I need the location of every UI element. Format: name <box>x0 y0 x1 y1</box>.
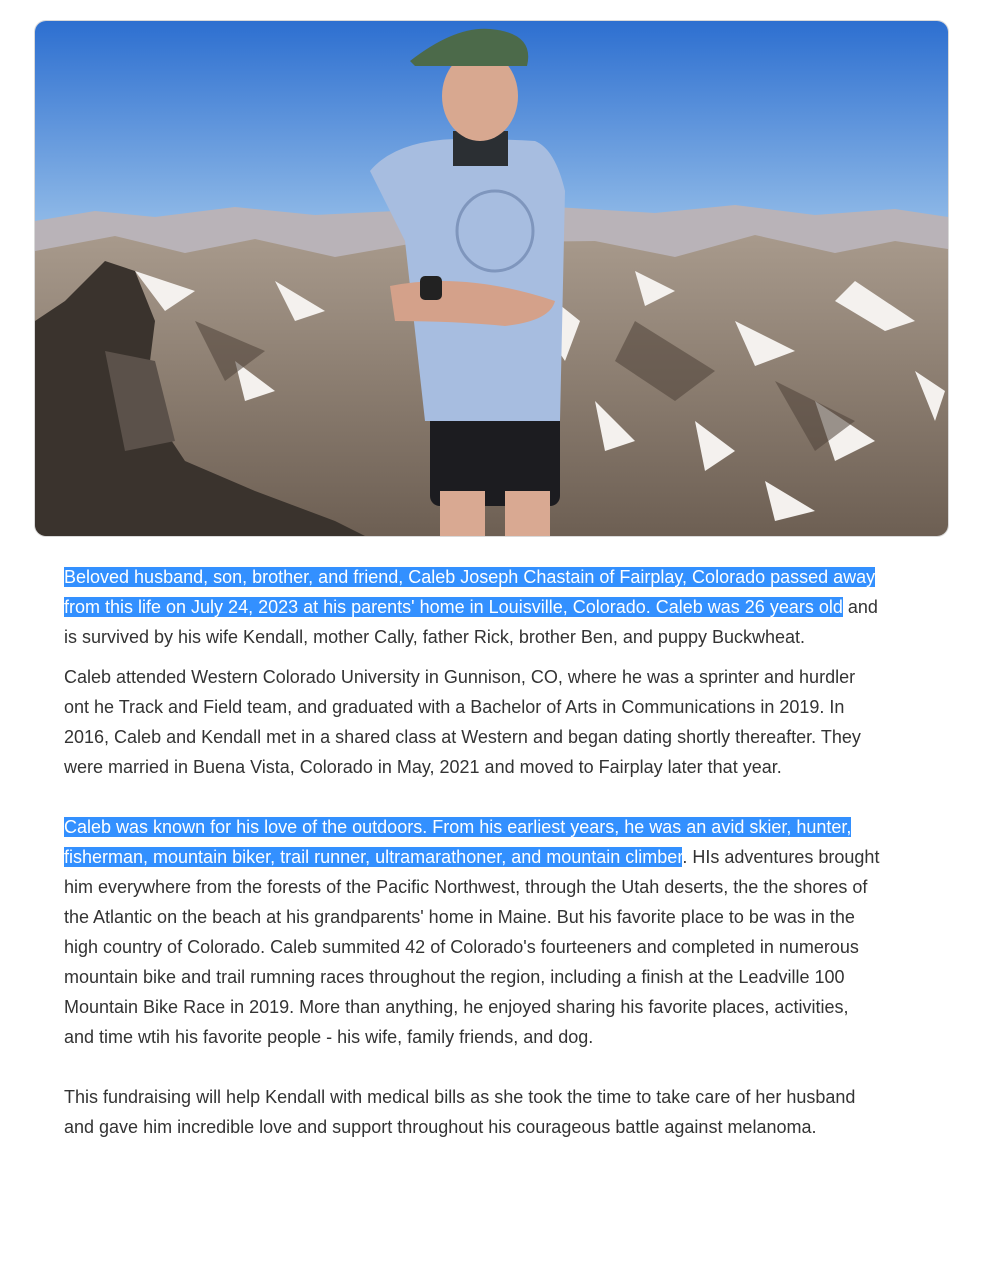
story-paragraph-3 <box>64 812 880 1052</box>
story-paragraph-4: This fundraising will help Kendall with medical bills as she took the time to take care of her husband and gave him incredible love and support throughout his courageous battle against melanoma. <box>64 1087 856 1137</box>
campaign-photo <box>34 20 949 537</box>
story-paragraph-1 <box>64 562 880 652</box>
story-paragraph-2: Caleb attended Western Colorado University in Gunnison, CO, where he was a sprinter and hurdler ont he Track and Field team, and graduated with a Bachelor of Arts in Communications in 2019. In 2016, Caleb and Kendall met in a shared class at Western and began dating shortly thereafter. They were married in Buena Vista, Colorado in May, 2021 and moved to Fairplay later that year. <box>64 667 861 777</box>
selected-text: Beloved husband, son, brother, and friend, Caleb Joseph Chastain of Fairplay, Colorado passed away from this life on July 24, 2023 at his parents' home in Louisville, Colorado. Caleb was 26 years old <box>64 567 876 617</box>
paragraph-text: . HIs adventures brought him everywhere from the forests of the Pacific Northwest, through the Utah deserts, the the shores of the Atlantic on the beach at his grandparents' home in Maine. But his favorite place to be was in the high country of Colorado. Caleb summited 42 of Colorado's fourteeners and completed in numerous mountain bike and trail rumning races throughout the region, including a finish at the Leadville 100 Mountain Bike Race in 2019. More than anything, he enjoyed sharing his favorite places, activities, and time wtih his favorite people - his wife, family friends, and dog. <box>64 847 880 1047</box>
paragraph-text: and is survived by his wife Kendall, mother Cally, father Rick, brother Ben, and puppy Buckwheat. <box>64 597 878 647</box>
selected-text: Caleb was known for his love of the outdoors. From his earliest years, he was an avid skier, hunter, fisherman, mountain biker, trail runner, ultramarathoner, and mountain climber <box>64 817 852 867</box>
campaign-story <box>64 562 880 1142</box>
mountain-summit-photo <box>35 21 948 536</box>
